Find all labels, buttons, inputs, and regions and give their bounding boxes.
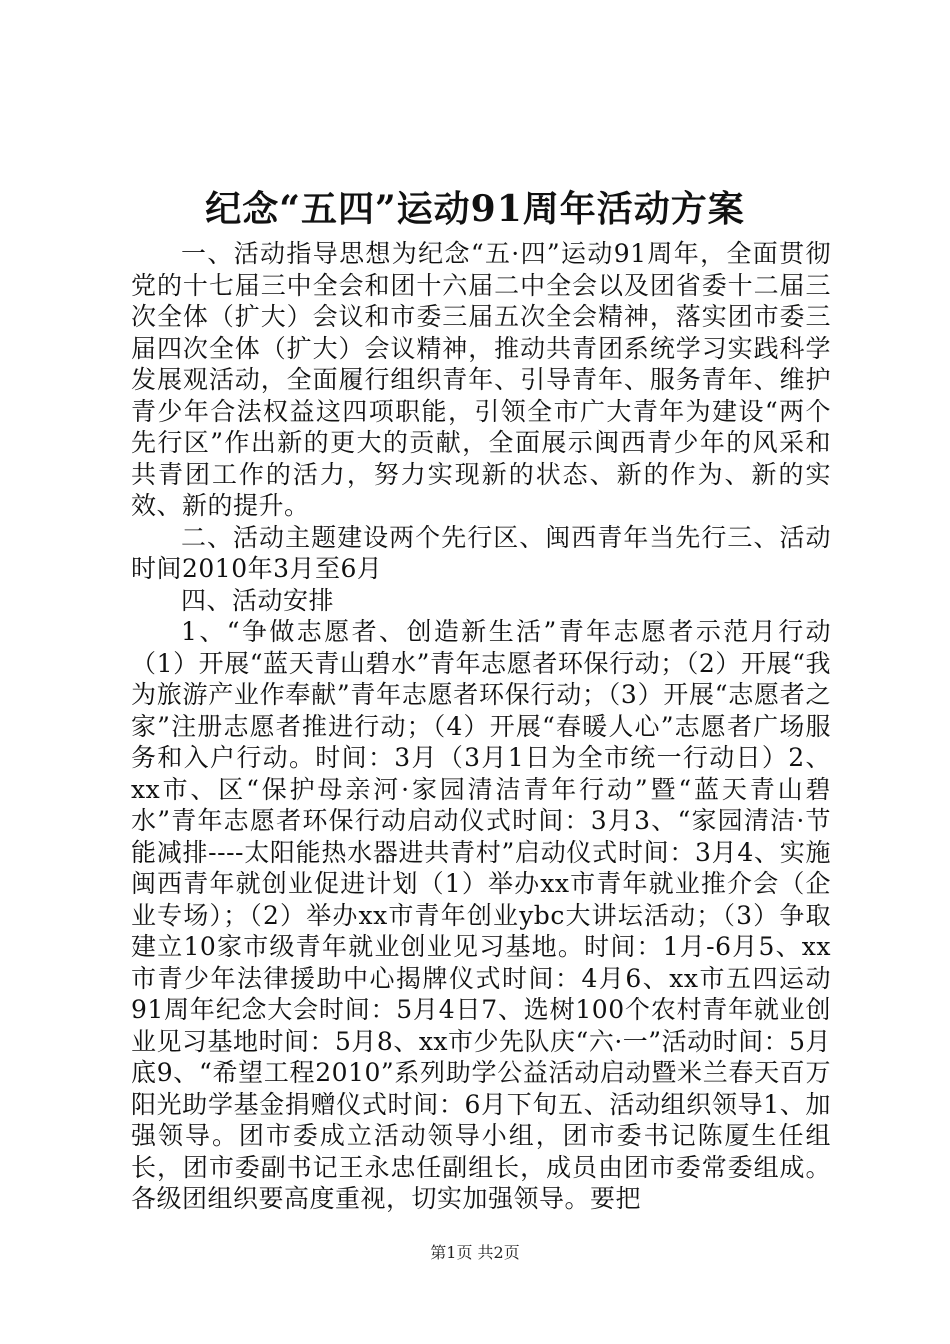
paragraph-arrangement-heading: 四、活动安排 [181,585,335,615]
document-body [131,238,831,1215]
document-title: 纪念“五四”运动91周年活动方案 [205,188,745,230]
paragraph-theme-and-time: 二、活动主题建设两个先行区、闽西青年当先行三、活动时间2010年3月至6月 [131,522,831,583]
paragraph-activity-list: 1、“争做志愿者、创造新生活”青年志愿者示范月行动（1）开展“蓝天青山碧水”青年志愿者环保行动；（2）开展“我为旅游产业作奉献”青年志愿者环保行动；（3）开展“志愿者之家”注册志愿者推进行动；（4）开展“春暖人心”志愿者广场服务和入户行动。时间：3月（3月1日为全市统一行动日）2、xx市、区“保护母亲河·家园清洁青年行动”暨“蓝天青山碧水”青年志愿者环保行动启动仪式时间：3月3、“家园清洁·节能减排----太阳能热水器进共青村”启动仪式时间：3月4、实施闽西青年就创业促进计划（1）举办xx市青年就业推介会（企业专场）；（2）举办xx市青年创业ybc大讲坛活动；（3）争取建立10家市级青年就业创业见习基地。时间：1月-6月5、xx市青少年法律援助中心揭牌仪式时间：4月6、xx市五四运动91周年纪念大会时间：5月4日7、选树100个农村青年就业创业见习基地时间：5月8、xx市少先队庆“六·一”活动时间：5月底9、“希望工程2010”系列助学公益活动启动暨米兰春天百万阳光助学基金捐赠仪式时间：6月下旬五、活动组织领导1、加强领导。团市委成立活动领导小组，团市委书记陈厦生任组长，团市委副书记王永忠任副组长，成员由团市委常委组成。各级团组织要高度重视，切实加强领导。要把 [131,617,831,1213]
page-footer: 第1页 共2页 [430,1243,520,1262]
paragraph-guiding-thought: 一、活动指导思想为纪念“五·四”运动91周年，全面贯彻党的十七届三中全会和团十六届二中全会以及团省委十二届三次全体（扩大）会议和市委三届五次全会精神，落实团市委三届四次全体（扩大）会议精神，推动共青团系统学习实践科学发展观活动，全面履行组织青年、引导青年、服务青年、维护青少年合法权益这四项职能，引领全市广大青年为建设“两个先行区”作出新的更大的贡献，全面展示闽西青少年的风采和共青团工作的活力，努力实现新的状态、新的作为、新的实效、新的提升。 [131,239,831,520]
